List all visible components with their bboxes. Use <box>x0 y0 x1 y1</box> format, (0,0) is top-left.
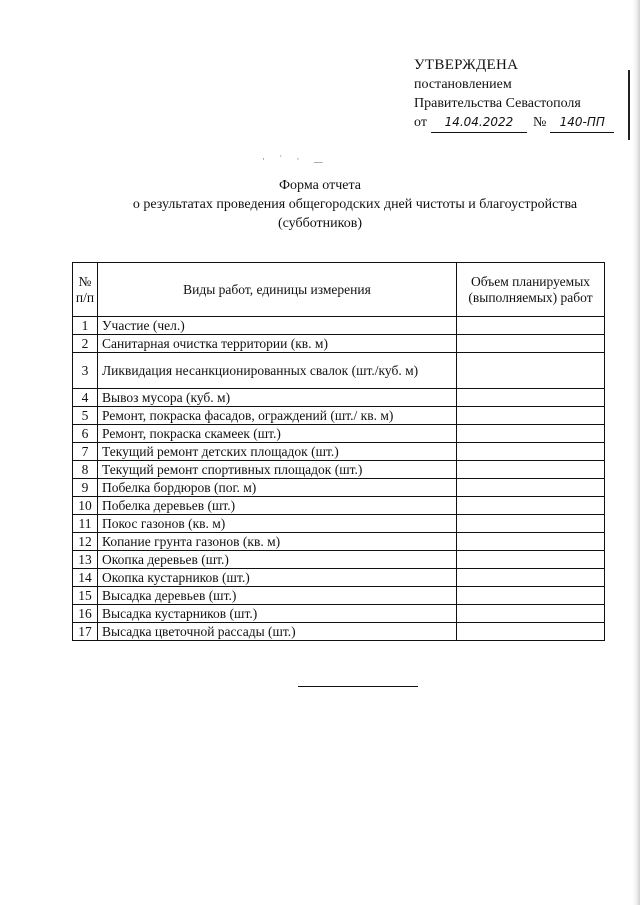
row-volume[interactable] <box>457 551 605 569</box>
row-number: 8 <box>73 461 98 479</box>
header-work: Виды работ, единицы измерения <box>98 263 457 317</box>
row-number: 10 <box>73 497 98 515</box>
row-volume[interactable] <box>457 443 605 461</box>
table-row <box>73 623 605 641</box>
row-work-type: Ликвидация несанкционированных свалок (шт./куб. м) <box>98 353 457 389</box>
row-volume[interactable] <box>457 587 605 605</box>
table-body <box>73 317 605 641</box>
row-work-type: Окопка кустарников (шт.) <box>98 569 457 587</box>
row-work-type: Текущий ремонт спортивных площадок (шт.) <box>98 461 457 479</box>
row-work-type: Ремонт, покраска фасадов, ограждений (шт./ кв. м) <box>98 407 457 425</box>
form-subtitle-2: (субботников) <box>277 216 363 231</box>
row-number: 17 <box>73 623 98 641</box>
report-table <box>72 262 605 641</box>
table-row <box>73 407 605 425</box>
row-number: 11 <box>73 515 98 533</box>
row-volume[interactable] <box>457 407 605 425</box>
row-work-type: Санитарная очистка территории (кв. м) <box>98 335 457 353</box>
row-volume[interactable] <box>457 605 605 623</box>
row-number: 14 <box>73 569 98 587</box>
table-row <box>73 389 605 407</box>
table-row <box>73 605 605 623</box>
row-work-type: Текущий ремонт детских площадок (шт.) <box>98 443 457 461</box>
table-row <box>73 425 605 443</box>
row-volume[interactable] <box>457 533 605 551</box>
row-work-type: Участие (чел.) <box>98 317 457 335</box>
row-number: 7 <box>73 443 98 461</box>
header-num: № п/п <box>73 263 98 317</box>
row-work-type: Копание грунта газонов (кв. м) <box>98 533 457 551</box>
approval-line-decree: постановлением <box>414 77 512 92</box>
row-volume[interactable] <box>457 389 605 407</box>
row-work-type: Окопка деревьев (шт.) <box>98 551 457 569</box>
row-number: 6 <box>73 425 98 443</box>
row-volume[interactable] <box>457 335 605 353</box>
row-work-type: Покос газонов (кв. м) <box>98 515 457 533</box>
header-volume: Объем планируемых (выполняемых) работ <box>457 263 605 317</box>
row-work-type: Побелка деревьев (шт.) <box>98 497 457 515</box>
row-volume[interactable] <box>457 515 605 533</box>
table-row <box>73 443 605 461</box>
approval-block <box>414 56 614 133</box>
row-volume[interactable] <box>457 569 605 587</box>
row-number: 16 <box>73 605 98 623</box>
row-work-type: Высадка деревьев (шт.) <box>98 587 457 605</box>
row-volume[interactable] <box>457 425 605 443</box>
row-work-type: Вывоз мусора (куб. м) <box>98 389 457 407</box>
table-row <box>73 569 605 587</box>
table-row <box>73 479 605 497</box>
table-row <box>73 533 605 551</box>
table-row <box>73 497 605 515</box>
table-row <box>73 335 605 353</box>
row-volume[interactable] <box>457 479 605 497</box>
form-title: Форма отчета <box>278 178 362 193</box>
approval-line-government: Правительства Севастополя <box>414 96 581 111</box>
row-number: 3 <box>73 353 98 389</box>
handwritten-date: 14.04.2022 <box>431 113 527 133</box>
row-number: 12 <box>73 533 98 551</box>
row-number: 13 <box>73 551 98 569</box>
table-row <box>73 515 605 533</box>
table-row <box>73 461 605 479</box>
date-prefix: от <box>414 115 427 130</box>
number-prefix: № <box>532 115 547 130</box>
form-subtitle: о результатах проведения общегородских дней чистоты и благоустройства <box>132 197 578 212</box>
table-row <box>73 317 605 335</box>
row-volume[interactable] <box>457 497 605 515</box>
table-row <box>73 353 605 389</box>
row-work-type: Высадка цветочной рассады (шт.) <box>98 623 457 641</box>
row-volume[interactable] <box>457 623 605 641</box>
scan-specks: · ˙ · ﹏ <box>262 154 329 164</box>
row-volume[interactable] <box>457 317 605 335</box>
row-work-type: Побелка бордюров (пог. м) <box>98 479 457 497</box>
row-volume[interactable] <box>457 353 605 389</box>
row-work-type: Высадка кустарников (шт.) <box>98 605 457 623</box>
table-row <box>73 551 605 569</box>
row-number: 15 <box>73 587 98 605</box>
table-header-row <box>73 263 605 317</box>
scan-margin-mark <box>628 70 630 140</box>
form-title-block <box>0 176 640 233</box>
handwritten-number: 140-ПП <box>550 113 614 133</box>
row-volume[interactable] <box>457 461 605 479</box>
row-number: 9 <box>73 479 98 497</box>
approval-date-line <box>414 113 614 133</box>
row-number: 1 <box>73 317 98 335</box>
scan-edge-shadow <box>632 0 640 905</box>
row-work-type: Ремонт, покраска скамеек (шт.) <box>98 425 457 443</box>
row-number: 5 <box>73 407 98 425</box>
row-number: 2 <box>73 335 98 353</box>
signature-line <box>298 686 418 687</box>
table-row <box>73 587 605 605</box>
row-number: 4 <box>73 389 98 407</box>
approval-heading: УТВЕРЖДЕНА <box>414 57 519 73</box>
